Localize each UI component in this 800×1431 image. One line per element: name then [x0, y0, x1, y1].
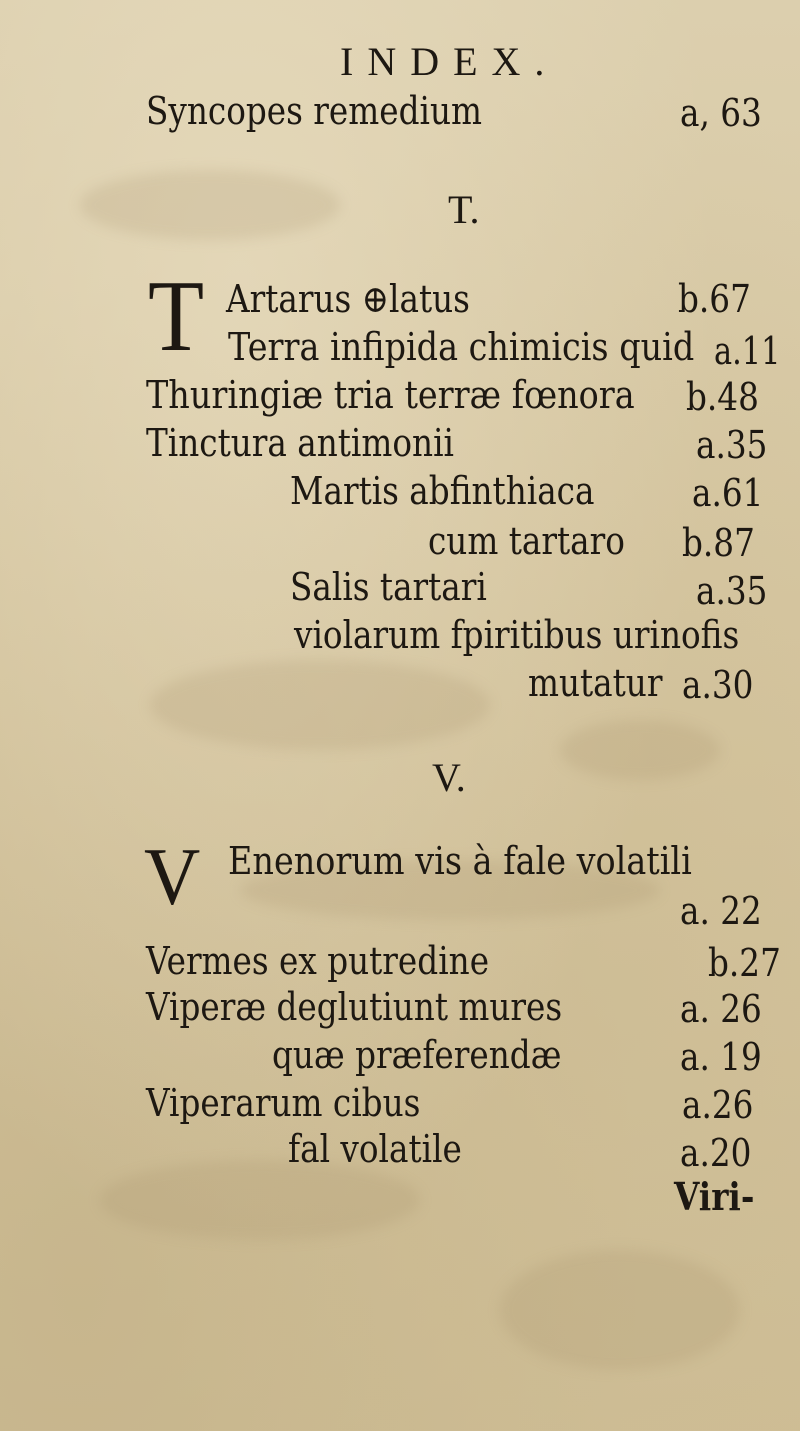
index-entry-page: b.27 — [708, 941, 781, 985]
index-entry-page: a.11 — [714, 329, 781, 373]
index-entry-label: Artarus ⊕latus — [226, 277, 470, 321]
paper-stain — [150, 660, 490, 750]
index-entry-page: a.26 — [682, 1083, 754, 1127]
index-entry-label: Enenorum vis à fale volatili — [228, 839, 692, 883]
index-entry-page: a.20 — [680, 1131, 752, 1175]
paper-stain — [80, 170, 340, 240]
paper-stain — [100, 1160, 420, 1240]
page-header: INDEX. — [340, 39, 559, 84]
paper-stain — [500, 1250, 740, 1370]
index-entry-page: b.48 — [686, 375, 759, 419]
index-entry-label: Viperæ deglutiunt mures — [146, 985, 563, 1029]
index-entry-page: a.35 — [696, 569, 768, 613]
index-entry-page: b.87 — [682, 521, 755, 565]
index-entry-label: Syncopes remedium — [146, 89, 482, 133]
index-entry-label: Martis abfinthiaca — [290, 469, 595, 513]
index-entry-page: a. 19 — [680, 1035, 762, 1079]
paper-stain — [560, 720, 720, 780]
index-entry-label: Vermes ex putredine — [146, 939, 490, 983]
section-heading-v: V. — [432, 755, 466, 800]
drop-cap-t: T — [148, 260, 205, 373]
index-entry-label: fal volatile — [288, 1127, 462, 1171]
index-entry-label: Salis tartari — [290, 565, 487, 609]
index-entry-label: Terra infipida chimicis quid — [228, 325, 695, 369]
section-heading-t: T. — [448, 187, 480, 232]
drop-cap-v: V — [144, 831, 201, 922]
index-entry-label: Viperarum cibus — [146, 1081, 421, 1125]
index-entry-label: mutatur — [528, 661, 663, 705]
index-entry-page: a.61 — [692, 471, 764, 515]
index-entry-label: quæ præferendæ — [272, 1033, 562, 1077]
index-entry-page: a. 26 — [680, 987, 762, 1031]
index-entry-page: a. 22 — [680, 889, 762, 933]
catchword: Viri- — [674, 1174, 755, 1219]
index-entry-label: violarum fpiritibus urinofis — [294, 613, 740, 657]
index-entry-page: a.30 — [682, 663, 754, 707]
index-entry-label: Tinctura antimonii — [146, 421, 455, 465]
index-entry-label: cum tartaro — [428, 519, 625, 563]
index-entry-page: b.67 — [678, 277, 751, 321]
index-entry-page: a, 63 — [680, 91, 762, 135]
index-entry-label: Thuringiæ tria terræ fœnora — [146, 373, 635, 417]
index-entry-page: a.35 — [696, 423, 768, 467]
